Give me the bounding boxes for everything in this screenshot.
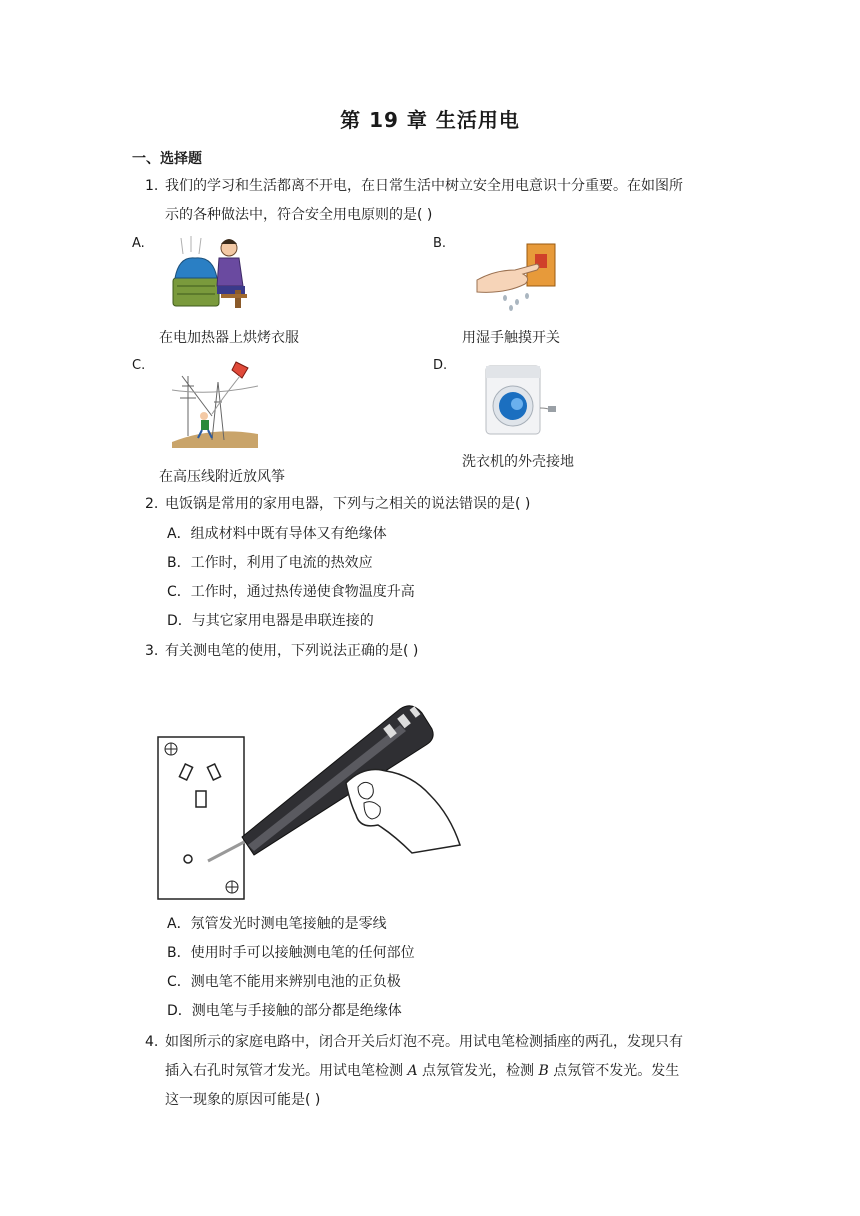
question-3-stem [145,637,735,666]
question-3-number: 3. [145,643,159,659]
question-4-stem [145,1028,735,1115]
grounded-washing-machine-illustration [482,364,562,436]
heater-drying-clothes-illustration [165,234,255,312]
page-title: 第 19 章 生活用电 [340,108,520,132]
q3-option-a: A．氖管发光时测电笔接触的是零线 [167,916,387,932]
q1-option-a-caption: 在电加热器上烘烤衣服 [159,330,299,346]
question-1-number: 1. [145,178,159,194]
q3-option-b: B．使用时手可以接触测电笔的任何部位 [167,945,415,961]
q2-option-c: C．工作时，通过热传递使食物温度升高 [167,584,415,600]
question-2-number: 2. [145,496,159,512]
question-1-stem [145,172,735,230]
q2-option-d: D．与其它家用电器是串联连接的 [167,613,374,629]
question-1-line-2: 示的各种做法中，符合安全用电原则的是( ) [165,207,433,223]
question-4-number: 4. [145,1034,159,1050]
question-4-line-3: 这一现象的原因可能是( ) [165,1092,321,1108]
q3-option-c: C．测电笔不能用来辨别电池的正负极 [167,974,401,990]
question-3-text: 有关测电笔的使用，下列说法正确的是( ) [165,643,419,659]
q2-option-b: B．工作时，利用了电流的热效应 [167,555,373,571]
question-4-line-1: 如图所示的家庭电路中，闭合开关后灯泡不亮。用试电笔检测插座的两孔，发现只有 [165,1034,683,1050]
socket-plate [158,737,244,899]
q1-option-a-letter: A. [132,236,145,251]
q1-option-b-letter: B. [433,236,447,251]
point-b-label: B [538,1063,549,1079]
q1-option-d-caption: 洗衣机的外壳接地 [462,454,574,470]
wet-hand-switch-illustration [475,240,559,312]
question-2-stem [145,490,735,519]
point-a-label: A [407,1063,418,1079]
question-2-text: 电饭锅是常用的家用电器，下列与之相关的说法错误的是( ) [165,496,531,512]
question-4-line-2: 插入右孔时氖管才发光。用试电笔检测 A 点氖管发光，检测 B 点氖管不发光。发生 [165,1063,680,1079]
q1-option-d-letter: D. [433,358,448,373]
q3-option-d: D．测电笔与手接触的部分都是绝缘体 [167,1003,402,1019]
test-pen-socket-illustration [150,695,470,905]
q1-option-c-caption: 在高压线附近放风筝 [159,469,285,485]
question-1-line-1: 我们的学习和生活都离不开电，在日常生活中树立安全用电意识十分重要。在如图所 [165,178,683,194]
section-heading: 一、选择题 [132,151,202,167]
kite-near-power-lines-illustration [172,356,258,448]
q1-option-b-caption: 用湿手触摸开关 [462,330,560,346]
q1-option-c-letter: C. [132,358,146,373]
q2-option-a: A．组成材料中既有导体又有绝缘体 [167,526,387,542]
